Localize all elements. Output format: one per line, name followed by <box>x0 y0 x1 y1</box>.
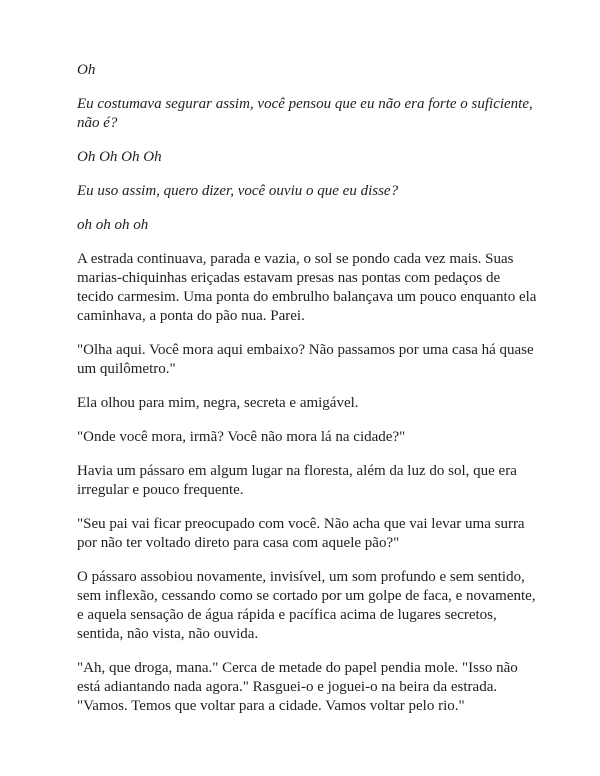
lyric-line: Oh Oh Oh Oh <box>77 149 162 165</box>
body-paragraph: Havia um pássaro em algum lugar na floresta, além da luz do sol, que era irregular e pouco frequente. <box>77 463 517 498</box>
lyric-line: oh oh oh oh <box>77 217 149 233</box>
body-paragraph: "Ah, que droga, mana." Cerca de metade do papel pendia mole. "Isso não está adiantando nada agora." Rasguei-o e joguei-o na beira da estrada. "Vamos. Temos que voltar para a cidade. Vamos voltar pelo rio." <box>77 660 518 714</box>
body-paragraph: Ela olhou para mim, negra, secreta e amigável. <box>77 395 359 411</box>
body-paragraph: "Seu pai vai ficar preocupado com você. Não acha que vai levar uma surra por não ter voltado direto para casa com aquele pão?" <box>77 516 525 551</box>
body-paragraph: "Onde você mora, irmã? Você não mora lá na cidade?" <box>77 429 406 445</box>
lyric-line: Eu costumava segurar assim, você pensou que eu não era forte o suficiente, não é? <box>77 96 533 131</box>
body-paragraph: "Olha aqui. Você mora aqui embaixo? Não passamos por uma casa há quase um quilômetro." <box>77 342 534 377</box>
document-page <box>77 61 537 731</box>
lyric-line: Eu uso assim, quero dizer, você ouviu o que eu disse? <box>77 183 399 199</box>
body-paragraph: O pássaro assobiou novamente, invisível, um som profundo e sem sentido, sem inflexão, cessando como se cortado por um golpe de faca, e novamente, e aquela sensação de água rápida e pacífica acima de lugares secretos, sentida, não vista, não ouvida. <box>77 569 536 642</box>
body-paragraph: A estrada continuava, parada e vazia, o sol se pondo cada vez mais. Suas marias-chiquinhas eriçadas estavam presas nas pontas com pedaços de tecido carmesim. Uma ponta do embrulho balançava um pouco enquanto ela caminhava, a ponta do pão nua. Parei. <box>77 251 537 324</box>
lyric-line: Oh <box>77 62 96 78</box>
